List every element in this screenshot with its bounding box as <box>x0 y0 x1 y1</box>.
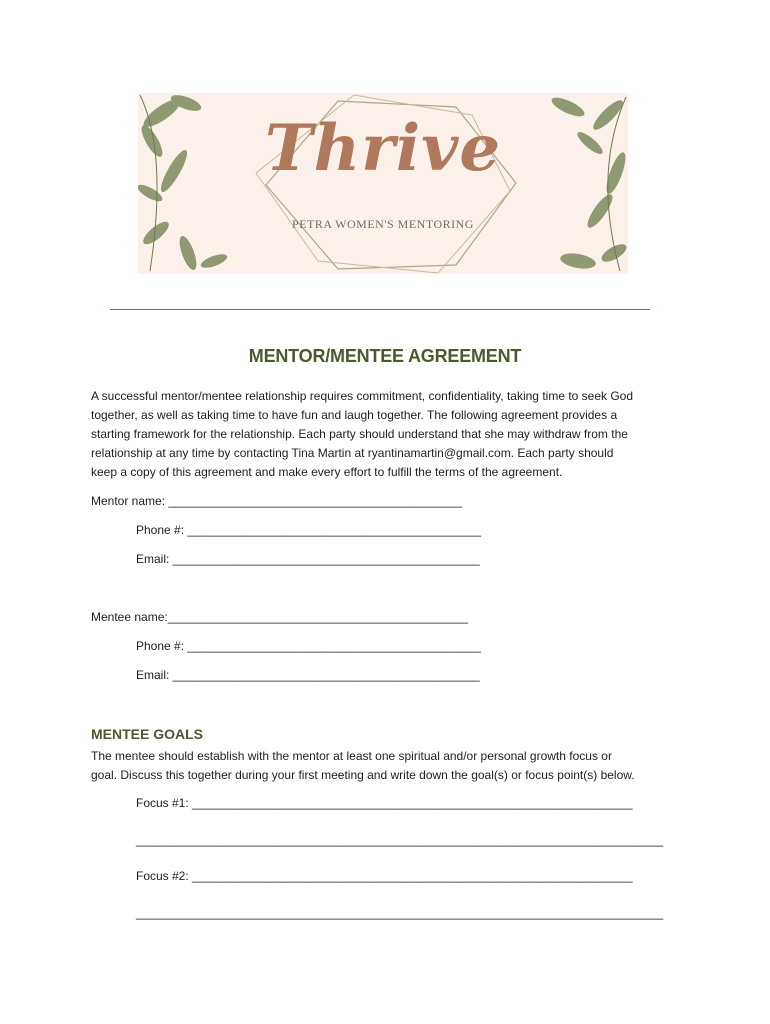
focus-1-continuation[interactable]: _______________________________________________________________________________ <box>136 833 664 847</box>
page-title: MENTOR/MENTEE AGREEMENT <box>248 346 522 366</box>
mentor-phone-field[interactable]: Phone #: ____________________________________________ <box>136 523 482 537</box>
focus-2-continuation[interactable]: _______________________________________________________________________________ <box>136 906 664 920</box>
mentor-name-field[interactable]: Mentor name: ____________________________________________ <box>91 494 463 508</box>
logo-subtitle: PETRA WOMEN'S MENTORING <box>292 217 474 231</box>
mentee-phone-field[interactable]: Phone #: ____________________________________________ <box>136 639 482 653</box>
focus-2-field[interactable]: Focus #2: __________________________________________________________________ <box>136 869 633 883</box>
intro-line: together, as well as taking time to have fun and laugh together. The following agreement provides a <box>91 408 618 422</box>
divider <box>110 309 650 310</box>
thrive-logo: Thrive <box>264 111 502 186</box>
mentor-email-field[interactable]: Email: ______________________________________________ <box>136 552 480 566</box>
intro-line: starting framework for the relationship. Each party should understand that she may withdraw from the <box>91 427 628 441</box>
section-heading-mentee-goals: MENTEE GOALS <box>91 726 204 742</box>
intro-line: relationship at any time by contacting Tina Martin at ryantinamartin@gmail.com. Each party should <box>91 446 614 460</box>
goals-line: goal. Discuss this together during your first meeting and write down the goal(s) or focus point(s) below. <box>91 768 635 782</box>
focus-1-field[interactable]: Focus #1: __________________________________________________________________ <box>136 796 633 810</box>
mentee-name-field[interactable]: Mentee name:_____________________________________________ <box>91 610 469 624</box>
intro-line: keep a copy of this agreement and make every effort to fulfill the terms of the agreement. <box>91 465 563 479</box>
thrive-banner <box>138 93 628 274</box>
goals-line: The mentee should establish with the mentor at least one spiritual and/or personal growth focus or <box>91 749 612 763</box>
mentee-email-field[interactable]: Email: ______________________________________________ <box>136 668 480 682</box>
intro-line: A successful mentor/mentee relationship requires commitment, confidentiality, taking time to seek God <box>91 389 634 403</box>
